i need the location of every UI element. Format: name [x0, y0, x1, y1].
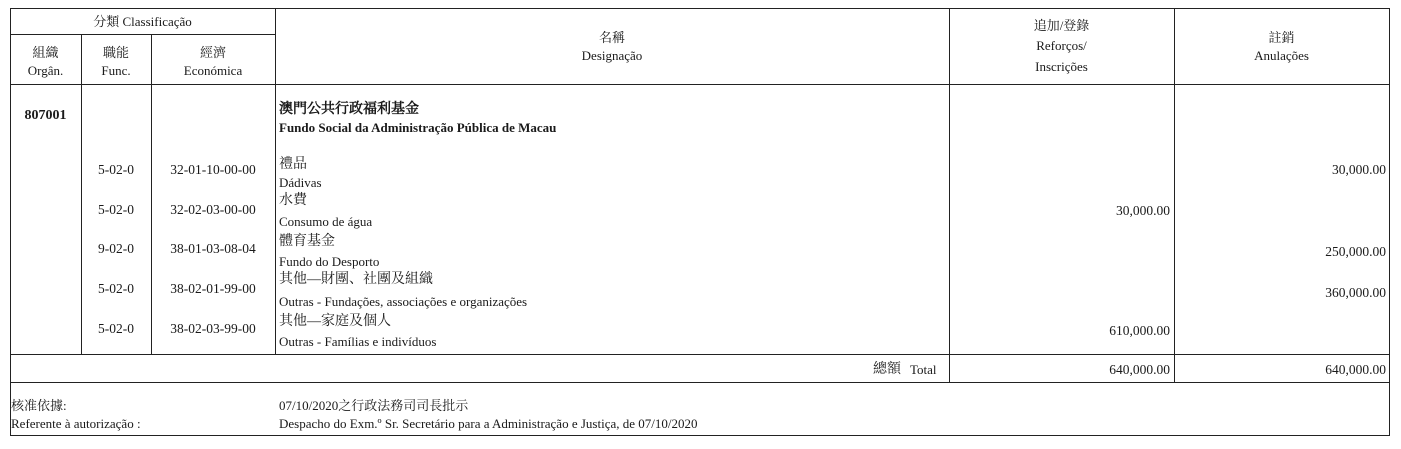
border-right	[1389, 8, 1390, 436]
col-organ-divider	[81, 34, 82, 354]
total-bottom	[10, 382, 1390, 383]
row-func: 5-02-0	[98, 281, 134, 296]
border-top	[10, 8, 1390, 9]
total-cancel: 640,000.00	[1325, 362, 1386, 377]
authorization-label-pt: Referente à autorização :	[11, 416, 141, 431]
row-econ: 32-02-03-00-00	[170, 202, 256, 217]
total-label-cn: 總額	[873, 362, 901, 377]
row-designation-cn: 其他—財團、社團及組織	[279, 272, 433, 287]
authorization-label-cn: 核准依據:	[11, 398, 67, 413]
total-reinforce: 640,000.00	[1109, 362, 1170, 377]
header-cancel-pt: Anulações	[1254, 48, 1309, 63]
header-econ-cn: 經濟	[199, 45, 226, 60]
row-designation-cn: 水費	[279, 193, 307, 208]
row-designation-pt: Outras - Famílias e indivíduos	[279, 334, 437, 349]
row-econ: 38-02-01-99-00	[170, 281, 256, 296]
authorization-text-cn: 07/10/2020之行政法務司司長批示	[279, 398, 469, 413]
total-top	[10, 354, 1390, 355]
header-organ-cn: 組織	[32, 45, 59, 60]
row-cancel: 250,000.00	[1325, 244, 1386, 259]
row-func: 5-02-0	[98, 202, 134, 217]
row-func: 9-02-0	[98, 241, 134, 256]
header-organ-pt: Orgân.	[27, 63, 64, 78]
header-classification: 分類 Classificação	[93, 14, 192, 29]
row-func: 5-02-0	[98, 162, 134, 177]
total-label-pt: Total	[910, 362, 937, 377]
row-cancel: 30,000.00	[1332, 162, 1386, 177]
border-bottom	[10, 435, 1390, 436]
row-econ: 38-02-03-99-00	[170, 321, 256, 336]
header-reinforce-cn: 追加/登錄	[1033, 18, 1090, 33]
header-reinforce-pt2: Inscrições	[1035, 59, 1088, 74]
row-cancel: 360,000.00	[1325, 285, 1386, 300]
col-reinforce-divider	[1174, 8, 1175, 382]
entity-code: 807001	[24, 108, 67, 123]
row-designation-pt: Fundo do Desporto	[279, 254, 380, 269]
header-designation-cn: 名稱	[598, 30, 625, 45]
row-designation-cn: 禮品	[279, 157, 307, 172]
header-cancel-cn: 註銷	[1268, 30, 1295, 45]
col-func-divider	[151, 34, 152, 354]
row-reinforce: 30,000.00	[1116, 203, 1170, 218]
row-designation-cn: 其他—家庭及個人	[279, 314, 391, 329]
header-func-pt: Func.	[101, 63, 131, 78]
authorization-text-pt: Despacho do Exm.º Sr. Secretário para a Administração e Justiça, de 07/10/2020	[279, 416, 698, 431]
row-econ: 38-01-03-08-04	[170, 241, 256, 256]
row-reinforce: 610,000.00	[1109, 323, 1170, 338]
header-econ-pt: Económica	[183, 63, 243, 78]
classification-divider	[10, 34, 275, 35]
header-designation-pt: Designação	[581, 48, 643, 63]
row-func: 5-02-0	[98, 321, 134, 336]
header-func-cn: 職能	[102, 45, 129, 60]
row-designation-pt: Dádivas	[279, 175, 322, 190]
row-designation-pt: Consumo de água	[279, 214, 373, 229]
header-reinforce-pt1: Reforços/	[1036, 38, 1087, 53]
entity-name-cn: 澳門公共行政福利基金	[279, 102, 419, 117]
row-econ: 32-01-10-00-00	[170, 162, 256, 177]
entity-name-pt: Fundo Social da Administração Pública de Macau	[279, 120, 557, 135]
header-bottom	[10, 84, 1390, 85]
row-designation-pt: Outras - Fundações, associações e organizações	[279, 294, 528, 309]
row-designation-cn: 體育基金	[279, 234, 335, 249]
